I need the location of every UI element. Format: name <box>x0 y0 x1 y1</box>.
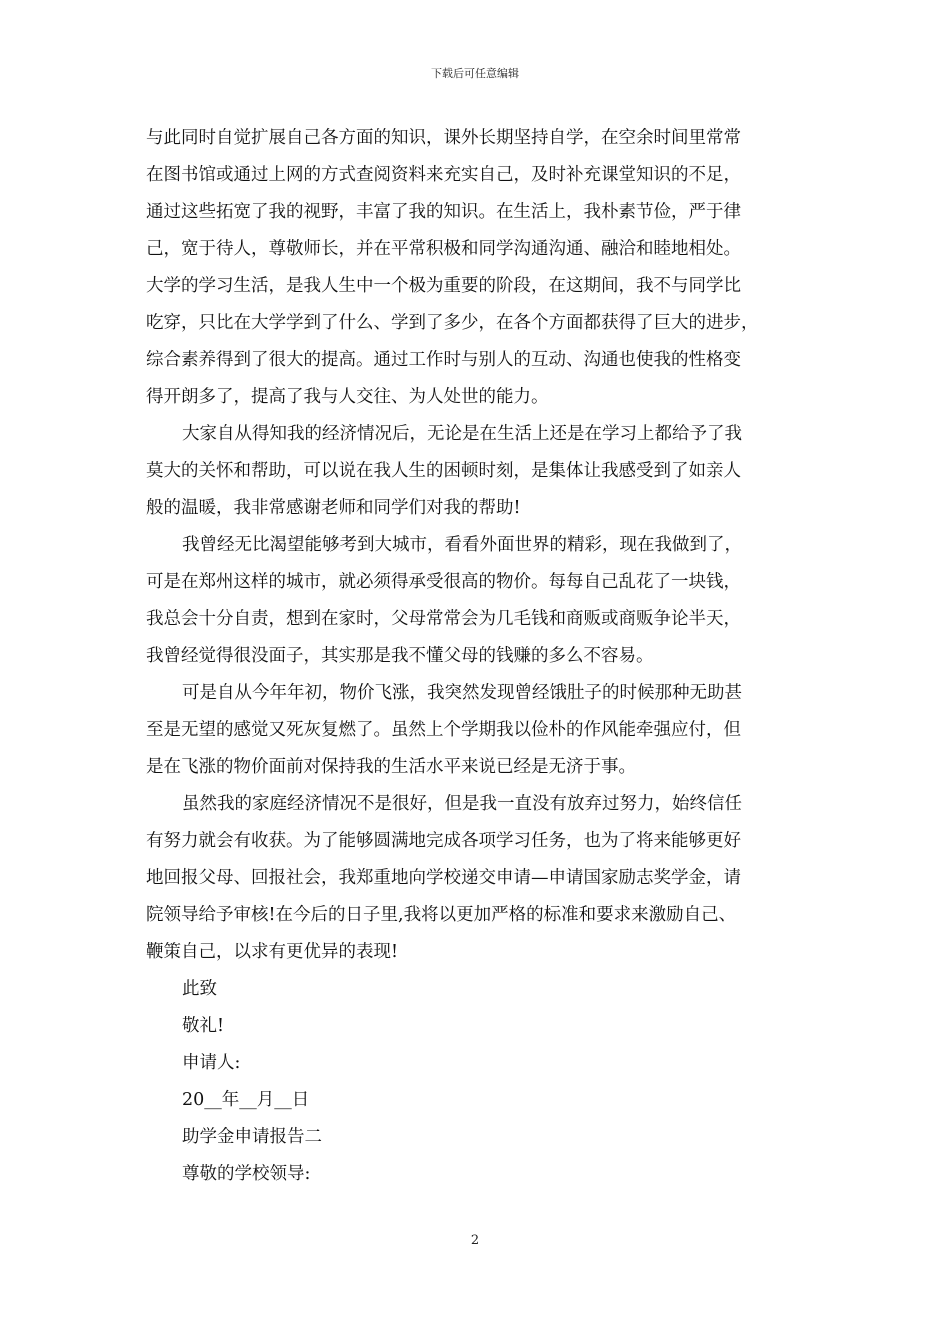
page-header: 下载后可任意编辑 <box>431 67 519 80</box>
document-body <box>146 120 812 1193</box>
text-line: 地回报父母、回报社会，我郑重地向学校递交申请—申请国家励志奖学金，请 <box>146 868 741 888</box>
text-line: 我总会十分自责，想到在家时，父母常常会为几毛钱和商贩或商贩争论半天， <box>146 609 741 629</box>
text-line: 莫大的关怀和帮助，可以说在我人生的困顿时刻，是集体让我感受到了如亲人 <box>146 461 741 481</box>
text-line: 大家自从得知我的经济情况后，无论是在生活上还是在学习上都给予了我 <box>182 424 742 444</box>
paragraph-1 <box>146 120 812 416</box>
paragraph-3 <box>146 527 812 675</box>
text-line: 综合素养得到了很大的提高。通过工作时与别人的互动、沟通也使我的性格变 <box>146 350 741 370</box>
text-line: 院领导给予审核!在今后的日子里,我将以更加严格的标准和要求来激励自己、 <box>146 905 737 925</box>
text-line: 己，宽于待人，尊敬师长，并在平常积极和同学沟通沟通、融洽和睦地相处。 <box>146 239 741 259</box>
greeting: 尊敬的学校领导: <box>182 1164 311 1184</box>
text-line: 是在飞涨的物价面前对保持我的生活水平来说已经是无济于事。 <box>146 757 636 777</box>
page-number: 2 <box>470 1233 480 1248</box>
text-line: 在图书馆或通过上网的方式查阅资料来充实自己，及时补充课堂知识的不足， <box>146 165 741 185</box>
closing-regards: 敬礼! <box>182 1016 225 1036</box>
text-line: 虽然我的家庭经济情况不是很好，但是我一直没有放弃过努力，始终信任 <box>182 794 742 814</box>
paragraph-5 <box>146 786 812 971</box>
closing-salutation: 此致 <box>182 979 217 999</box>
text-line: 至是无望的感觉又死灰复燃了。虽然上个学期我以俭朴的作风能牵强应付，但 <box>146 720 741 740</box>
applicant-label: 申请人: <box>182 1053 241 1073</box>
text-line: 可是在郑州这样的城市，就必须得承受很高的物价。每每自己乱花了一块钱， <box>146 572 741 592</box>
text-line: 我曾经无比渴望能够考到大城市，看看外面世界的精彩，现在我做到了， <box>182 535 742 555</box>
text-line: 鞭策自己，以求有更优异的表现! <box>146 942 399 962</box>
date-line: 20__年__月__日 <box>182 1090 310 1110</box>
text-line: 可是自从今年年初，物价飞涨，我突然发现曾经饿肚子的时候那种无助甚 <box>182 683 742 703</box>
text-line: 有努力就会有收获。为了能够圆满地完成各项学习任务，也为了将来能够更好 <box>146 831 741 851</box>
section-title: 助学金申请报告二 <box>182 1127 322 1147</box>
paragraph-4 <box>146 675 812 786</box>
text-line: 得开朗多了，提高了我与人交往、为人处世的能力。 <box>146 387 549 407</box>
paragraph-2 <box>146 416 812 527</box>
text-line: 大学的学习生活，是我人生中一个极为重要的阶段，在这期间，我不与同学比 <box>146 276 741 296</box>
text-line: 通过这些拓宽了我的视野，丰富了我的知识。在生活上，我朴素节俭，严于律 <box>146 202 741 222</box>
text-line: 般的温暖，我非常感谢老师和同学们对我的帮助! <box>146 498 521 518</box>
text-line: 吃穿，只比在大学学到了什么、学到了多少，在各个方面都获得了巨大的进步， <box>146 313 759 333</box>
text-line: 我曾经觉得很没面子，其实那是我不懂父母的钱赚的多么不容易。 <box>146 646 654 666</box>
text-line: 与此同时自觉扩展自己各方面的知识，课外长期坚持自学，在空余时间里常常 <box>146 128 741 148</box>
